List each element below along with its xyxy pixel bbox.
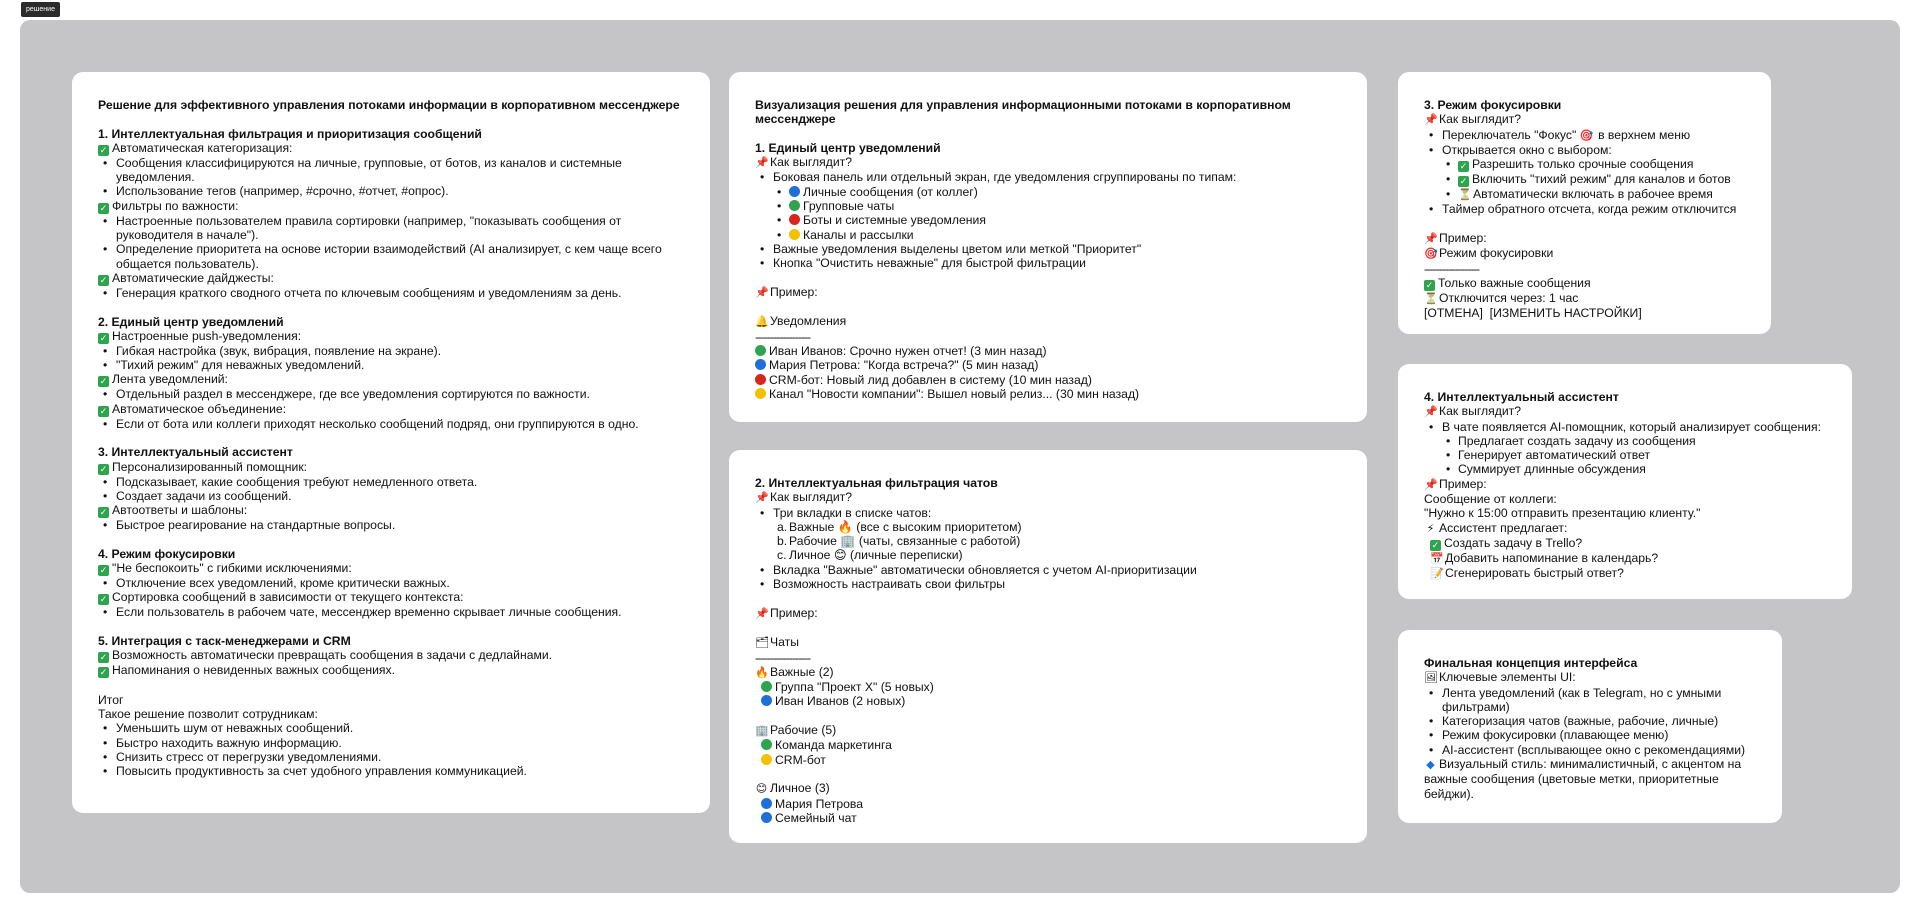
bullet-item: • Гибкая настройка (звук, вибрация, появление на экране). [98,344,684,358]
divider: ------------------ [1424,261,1480,276]
panel-title: 🔔Уведомления [755,314,847,329]
list-item: ✓ Возможность автоматически превращать сообщения в задачи с дедлайнами. [99,648,553,663]
section-heading: 2. Единый центр уведомлений [98,314,284,329]
chat-item: Семейный чат [755,811,1341,825]
bullet-item: • Быстро находить важную информацию. [98,736,684,750]
blue-dot-icon [789,186,800,197]
list-item: ✓ Автоматические дайджесты: [99,270,274,285]
list-item: ✓ Только важные сообщения [1425,275,1591,290]
check-icon: ✓ [99,594,108,605]
card-notification-center[interactable] [729,72,1367,422]
bullet-item: • Уменьшить шум от неважных сообщений. [98,721,684,735]
bullet-item: • Боты и системные уведомления [755,213,1341,227]
card-ai-assistant[interactable] [1398,364,1852,599]
bullet-item: • Возможность настраивать свои фильтры [755,577,1341,591]
list-item: 📌Как выглядит? [1424,404,1521,419]
office-building-icon: 🏢 [755,725,769,738]
board-tag[interactable]: решение [21,2,60,17]
check-icon: ✓ [99,332,108,343]
check-icon: ✓ [99,565,108,576]
bullet-item: • Подсказывает, какие сообщения требуют немедленного ответа. [98,475,684,489]
list-item: 📌Как выглядит? [1424,112,1521,127]
notification-item: Иван Иванов: Срочно нужен отчет! (3 мин назад) [755,344,1341,358]
green-dot-icon [789,200,800,211]
pushpin-icon: 📌 [1424,406,1438,419]
card-title: Решение для эффективного управления потоками информации в корпоративном мессенджере [98,98,680,112]
action-links: [ОТМЕНА] [ИЗМЕНИТЬ НАСТРОЙКИ] [1424,306,1642,321]
section-heading: 1. Единый центр уведомлений [755,140,941,155]
check-icon: ✓ [99,144,108,155]
suggestion-item: ✓ Создать задачу в Trello? [1431,535,1583,550]
chat-item: CRM-бот [755,753,1341,767]
memo-icon: 📝 [1430,568,1444,581]
notification-item: CRM-бот: Новый лид добавлен в систему (10 мин назад) [755,373,1341,387]
list-item: ⏳Отключится через: 1 час [1424,290,1579,305]
whiteboard-canvas[interactable] [20,20,1900,893]
blue-dot-icon [761,798,772,809]
list-item: ✓ Напоминания о невиденных важных сообщениях. [99,663,396,678]
check-icon: ✓ [99,274,108,285]
list-item: 📌Пример: [1424,476,1487,491]
list-item: 📌Пример: [755,605,818,620]
bullet-item: • В чате появляется AI-помощник, который анализирует сообщения: [1424,420,1826,434]
bullet-item: • Таймер обратного отсчета, когда режим отключится [1424,202,1745,216]
list-item: ✓ Автоматическая категоризация: [99,140,293,155]
green-dot-icon [761,739,772,750]
suggestion-item: 📅Добавить напоминание в календарь? [1430,550,1659,565]
list-item: 📌Пример: [1424,231,1487,246]
target-icon: 🎯 [1579,129,1594,142]
pushpin-icon: 📌 [1424,478,1438,491]
bullet-item: • Групповые чаты [755,199,1341,213]
bullet-item: • Боковая панель или отдельный экран, где уведомления сгруппированы по типам: [755,170,1341,184]
red-dot-icon [789,214,800,225]
bullet-item: • Суммирует длинные обсуждения [1424,462,1826,476]
tab-item: c. Личное 😊 (личные переписки) [777,548,963,563]
list-item: ◆ Визуальный стиль: минималистичный, с акцентом на важные сообщения (цветовые метки, приоритетные бейджи). [1424,757,1745,801]
yellow-dot-icon [755,388,766,399]
check-icon: ✓ [99,652,108,663]
bullet-item: • Повысить продуктивность за счет удобного управления коммуникацией. [98,764,684,778]
list-item: ✓ Персонализированный помощник: [99,459,308,474]
notification-item: Канал "Новости компании": Вышел новый релиз... (30 мин назад) [755,387,1341,401]
bullet-item: • Переключатель "Фокус" 🎯 в верхнем меню [1424,128,1745,143]
check-icon: ✓ [99,463,108,474]
bullet-item: • Настроенные пользователем правила сортировки (например, "показывать сообщения от руководителя в начале"). [98,214,684,243]
bullet-item: • Каналы и рассылки [755,228,1341,242]
list-item: ⚡ Ассистент предлагает: [1424,521,1826,536]
list-item: ✓ Лента уведомлений: [99,372,228,387]
list-item: ✓ Фильтры по важности: [99,198,239,213]
bullet-item: • ✓ Разрешить только срочные сообщения [1424,157,1745,172]
bullet-item: • Создает задачи из сообщений. [98,489,684,503]
bullet-item: • Использование тегов (например, #срочно, #отчет, #опрос). [98,184,684,198]
bullet-item: • Генерация краткого сводного отчета по ключевым сообщениям и уведомлениям за день. [98,286,684,300]
check-icon: ✓ [99,376,108,387]
list-item: ✓ Настроенные push-уведомления: [99,328,302,343]
section-heading: 4. Интеллектуальный ассистент [1424,390,1619,404]
bullet-item: • "Тихий режим" для неважных уведомлений. [98,358,684,372]
bullet-item: • Если от бота или коллеги приходят несколько сообщений подряд, они группируются в одно. [98,417,684,431]
bullet-item: • Отключение всех уведомлений, кроме критически важных. [98,576,684,590]
check-icon: ✓ [99,507,108,518]
bullet-item: • AI-ассистент (всплывающее окно с рекомендациями) [1424,743,1756,757]
yellow-dot-icon [761,754,772,765]
blue-dot-icon [755,359,766,370]
pushpin-icon: 📌 [755,492,769,505]
message-from: Сообщение от коллеги: [1424,492,1557,507]
bullet-item: • Важные уведомления выделены цветом или меткой "Приоритет" [755,242,1341,256]
framed-picture-icon: 🖼 [1424,672,1438,685]
pushpin-icon: 📌 [755,286,769,299]
pushpin-icon: 📌 [755,157,769,170]
card-final-concept[interactable] [1398,630,1782,823]
section-heading: 2. Интеллектуальная фильтрация чатов [755,476,998,490]
pushpin-icon: 📌 [1424,233,1438,246]
bullet-item: • Снизить стресс от перегрузки уведомлениями. [98,750,684,764]
list-item: ✓ "Не беспокоить" с гибкими исключениями: [99,561,352,576]
section-heading: 3. Режим фокусировки [1424,98,1562,112]
bullet-item: • Лента уведомлений (как в Telegram, но с умными фильтрами) [1424,686,1756,715]
folder-icon: 🗂 [755,637,769,650]
fire-icon: 🔥 [837,519,853,534]
section-heading: 5. Интеграция с таск-менеджерами и CRM [98,634,351,649]
chat-item: Иван Иванов (2 новых) [755,694,1341,708]
bell-icon: 🔔 [755,316,769,329]
blue-dot-icon [761,812,772,823]
list-item: ✓ Автоматическое объединение: [99,401,287,416]
suggestion-item: 📝Сгенерировать быстрый ответ? [1430,566,1624,581]
green-dot-icon [755,345,766,356]
bullet-item: • Три вкладки в списке чатов: [755,506,1341,520]
smile-icon: 😊 [755,783,768,796]
bullet-item: • Категоризация чатов (важные, рабочие, личные) [1424,714,1756,728]
list-item: 📌Как выглядит? [755,155,852,170]
bullet-item: • Предлагает создать задачу из сообщения [1424,434,1826,448]
yellow-dot-icon [789,229,800,240]
group-heading: 😊 Личное (3) [755,781,830,796]
bullet-item: • ⏳Автоматически включать в рабочее время [1424,187,1745,202]
list-item: ✓ Автоответы и шаблоны: [99,503,248,518]
bullet-item: • Если пользователь в рабочем чате, мессенджер временно скрывает личные сообщения. [98,605,684,619]
list-item: 🖼Ключевые элементы UI: [1424,670,1576,685]
bullet-item: • Личные сообщения (от коллег) [755,185,1341,199]
group-heading: 🏢Рабочие (5) [755,723,837,738]
section-heading: 1. Интеллектуальная фильтрация и приоритизация сообщений [98,126,482,141]
check-icon: ✓ [1459,176,1468,187]
list-item: 📌Пример: [755,284,818,299]
office-building-icon: 🏢 [840,534,856,549]
bullet-item: • Генерирует автоматический ответ [1424,448,1826,462]
bullet-item: • Режим фокусировки (плавающее меню) [1424,728,1756,742]
green-dot-icon [761,681,772,692]
group-heading: 🔥Важные (2) [755,664,834,679]
check-icon: ✓ [99,405,108,416]
section-heading: 4. Режим фокусировки [98,546,236,561]
card-solution-overview[interactable] [72,72,710,813]
chat-item: Группа "Проект X" (5 новых) [755,680,1341,694]
panel-title: 🗂Чаты [755,635,799,650]
list-item: 📌Как выглядит? [755,490,852,505]
card-title: Визуализация решения для управления информационными потоками в корпоративном мессенджере [755,98,1295,127]
bullet-item: • Открывается окно с выбором: [1424,143,1745,157]
target-icon: 🎯 [1424,248,1438,261]
section-heading: 3. Интеллектуальный ассистент [98,445,293,460]
check-icon: ✓ [1425,279,1434,290]
chat-item: Команда маркетинга [755,738,1341,752]
divider: ------------------ [755,329,811,344]
bullet-item: • Отдельный раздел в мессенджере, где все уведомления сортируются по важности. [98,387,684,401]
summary-heading: Итог [98,692,124,707]
lightning-icon: ⚡ [1426,522,1435,535]
notification-item: Мария Петрова: "Когда встреча?" (5 мин назад) [755,358,1341,372]
check-icon: ✓ [99,202,108,213]
card-chat-filtering[interactable] [729,450,1367,843]
pushpin-icon: 📌 [755,607,769,620]
bullet-item: • Быстрое реагирование на стандартные вопросы. [98,518,684,532]
smile-icon: 😊 [833,548,847,563]
summary-intro: Такое решение позволит сотрудникам: [98,706,318,721]
tab-item: a. Важные 🔥 (все с высоким приоритетом) [777,519,1022,534]
hourglass-icon: ⏳ [1424,292,1438,305]
list-item: ✓ Сортировка сообщений в зависимости от текущего контекста: [99,590,464,605]
blue-dot-icon [761,695,772,706]
bullet-item: • Определение приоритета на основе истории взаимодействий (AI анализирует, с кем чаще всего общается пользователь). [98,242,684,271]
red-dot-icon [755,374,766,385]
bullet-item: • ✓ Включить "тихий режим" для каналов и ботов [1424,172,1745,187]
bullet-item: • Сообщения классифицируются на личные, групповые, от ботов, из каналов и системные уведомления. [98,156,684,185]
section-heading: Финальная концепция интерфейса [1424,656,1638,670]
message-quote: "Нужно к 15:00 отправить презентацию клиенту." [1424,506,1701,521]
pushpin-icon: 📌 [1424,114,1438,127]
divider: ------------------ [755,650,811,665]
check-icon: ✓ [1459,161,1468,172]
mode-title: 🎯Режим фокусировки [1424,246,1554,261]
tab-item: b. Рабочие 🏢 (чаты, связанные с работой) [777,534,1021,549]
chat-item: Мария Петрова [755,797,1341,811]
fire-icon: 🔥 [755,666,769,679]
bullet-item: • Вкладка "Важные" автоматически обновляется с учетом AI-приоритизации [755,563,1341,577]
calendar-icon: 📅 [1430,552,1444,565]
bullet-item: • Кнопка "Очистить неважные" для быстрой фильтрации [755,256,1341,270]
blue-diamond-icon: ◆ [1426,759,1435,772]
card-focus-mode[interactable] [1398,72,1771,334]
check-icon: ✓ [1431,539,1440,550]
check-icon: ✓ [99,667,108,678]
hourglass-icon: ⏳ [1458,189,1472,202]
